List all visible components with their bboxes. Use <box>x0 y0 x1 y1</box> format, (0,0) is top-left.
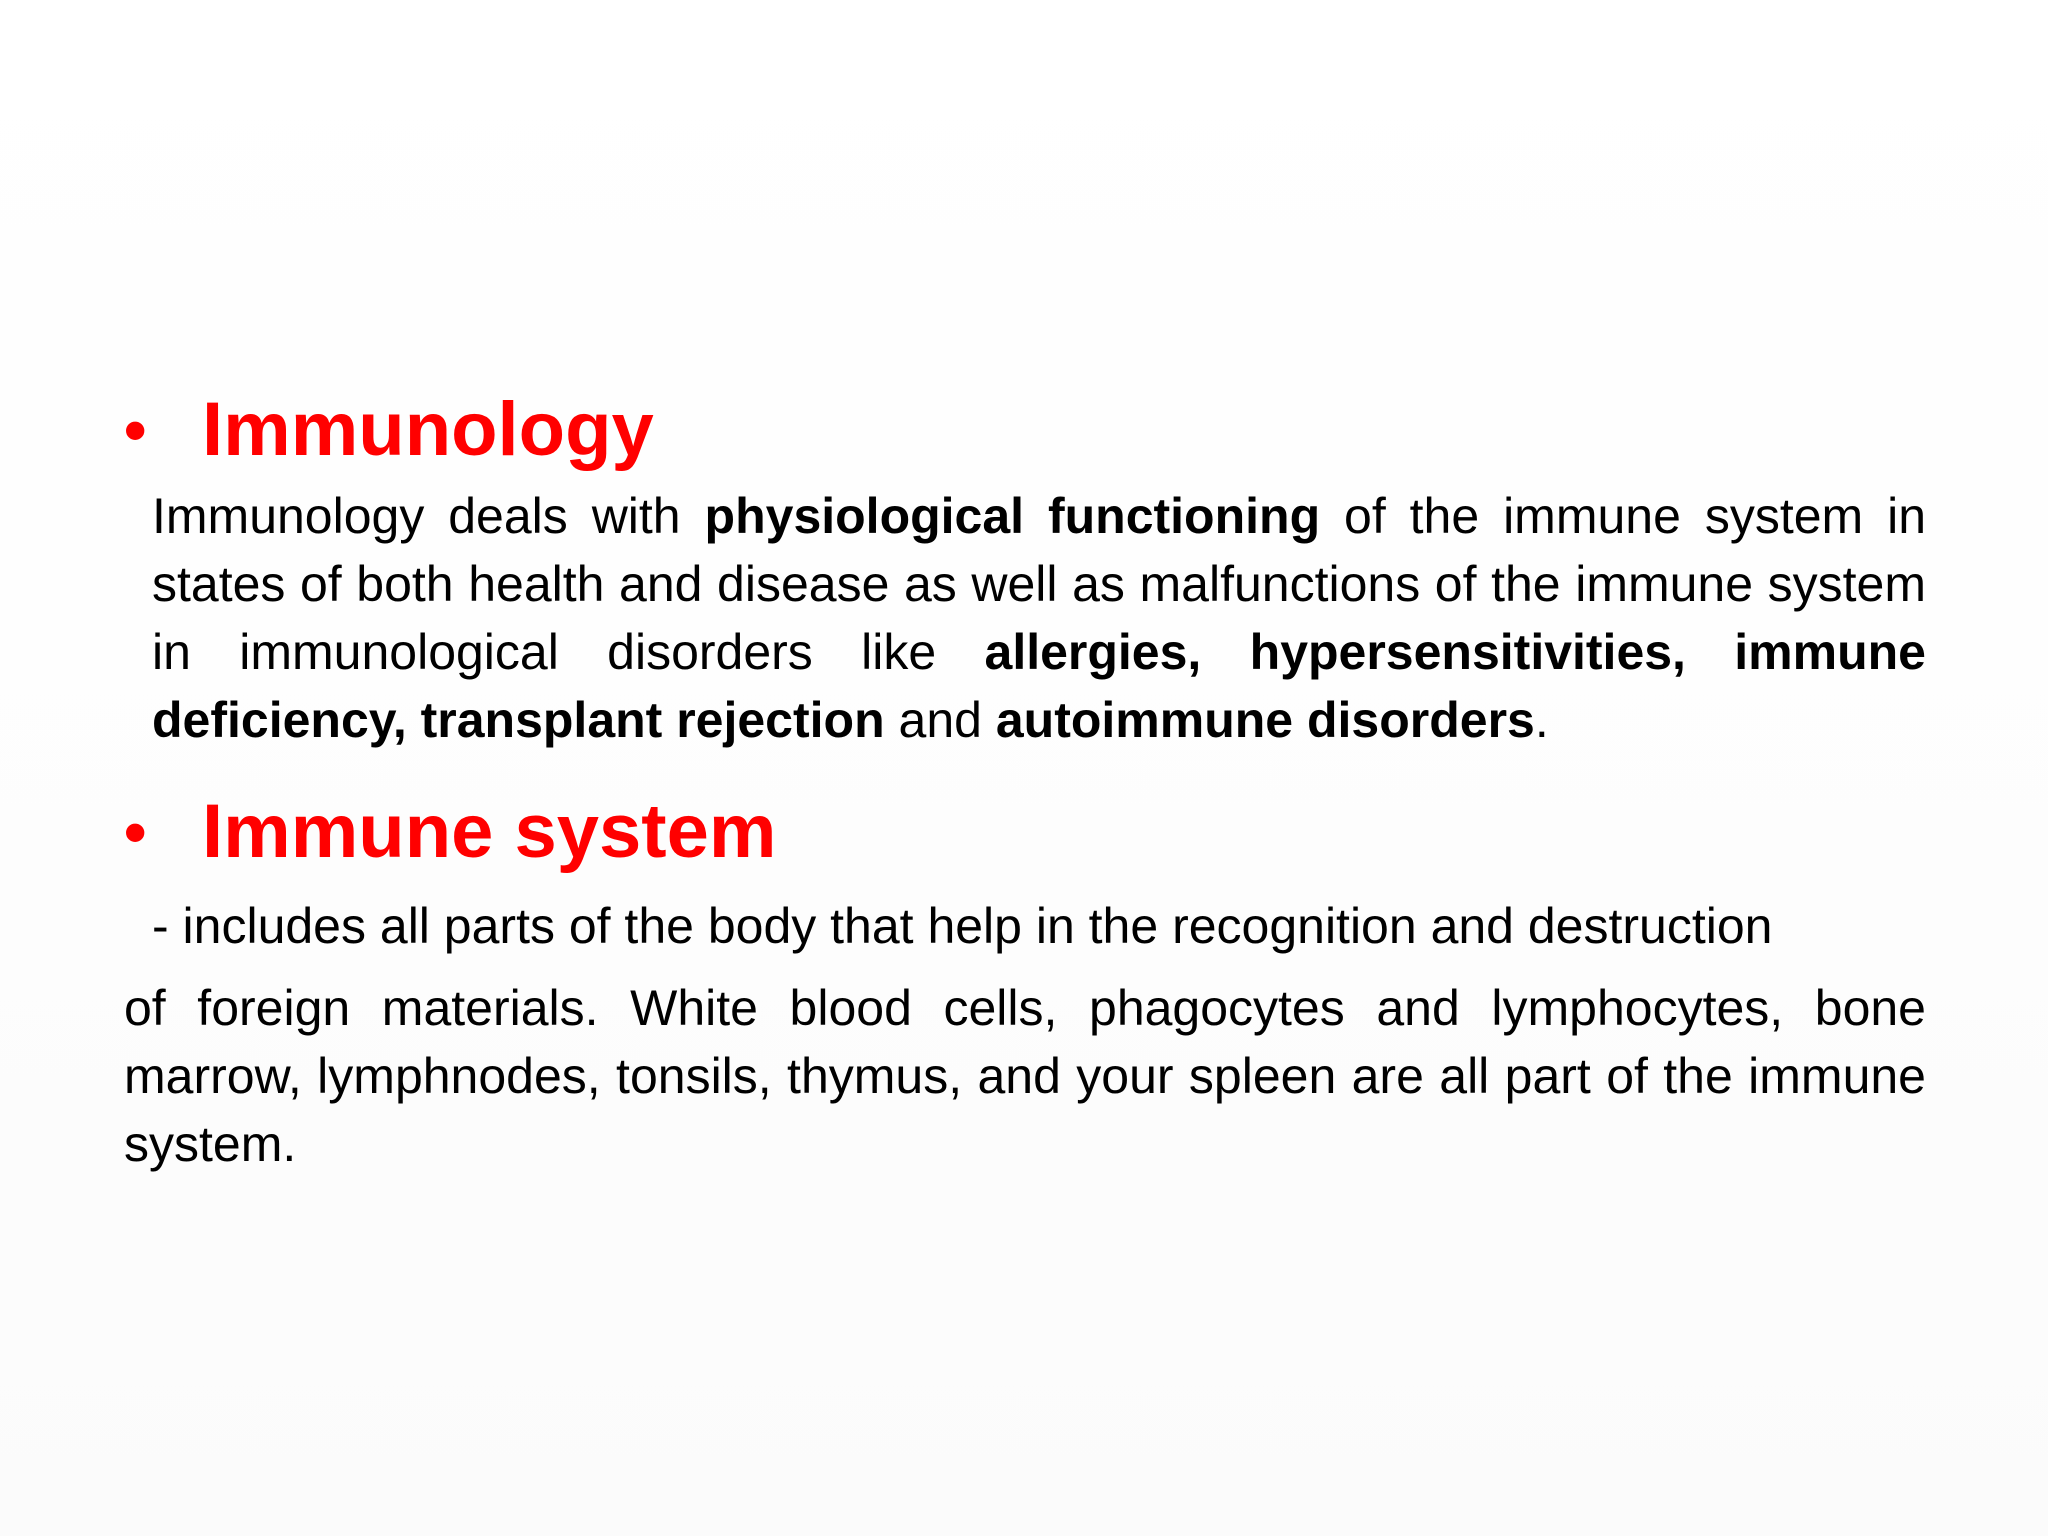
immunology-text-2: of the immune system in states of both health and disease as well as malfunctions of the immune system in immunological disorders like <box>152 488 1927 680</box>
slide-content <box>124 378 1926 1178</box>
immunology-bold-2: allergies, hypersensitivities, immune deficiency, transplant rejection <box>152 624 1926 748</box>
immunology-text-3: and <box>884 692 996 748</box>
immune-system-line: - includes all parts of the body that help in the recognition and destruction <box>152 898 1773 954</box>
immune-system-paragraph: of foreign materials. White blood cells, phagocytes and lymphocytes, bone marrow, lymphnodes, tonsils, thymus, and your spleen are all part of the immune system. <box>124 980 1926 1172</box>
bullet-icon: • <box>124 394 147 466</box>
immunology-paragraph <box>124 482 1926 754</box>
heading-immune-system <box>124 780 1926 884</box>
immunology-bold-1: physiological functioning <box>704 488 1321 544</box>
immunology-text-4: . <box>1534 692 1549 748</box>
immunology-text-1: Immunology deals with <box>152 488 705 544</box>
heading-immunology-text: Immunology <box>202 387 654 472</box>
immunology-bold-3: autoimmune disorders <box>995 692 1535 748</box>
heading-immunology <box>124 378 1926 482</box>
heading-immune-system-text: Immune system <box>202 789 777 874</box>
bullet-icon: • <box>124 796 147 868</box>
